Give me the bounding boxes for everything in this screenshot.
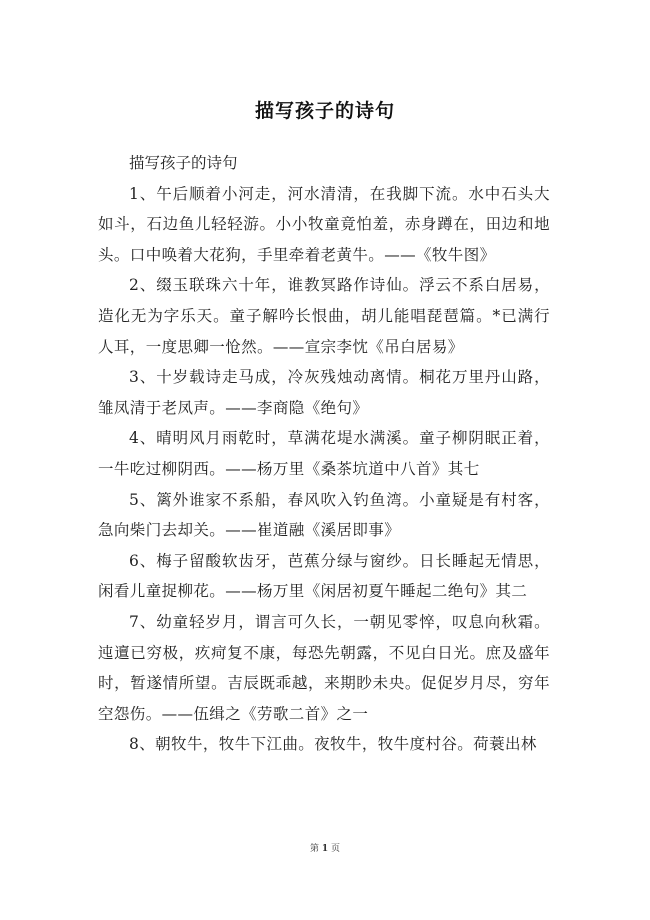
poem-paragraph-1: 1、午后顺着小河走，河水清清，在我脚下流。水中石头大如斗，石边鱼儿轻轻游。小小牧童竟怕羞，赤身蹲在，田边和地头。口中唤着大花狗，手里牵着老黄牛。——《牧牛图》 bbox=[98, 184, 550, 264]
poem-paragraph-3: 3、十岁载诗走马成，冷灰残烛动离情。桐花万里丹山路，雏凤清于老凤声。——李商隐《绝句》 bbox=[98, 368, 550, 417]
document-body bbox=[98, 148, 550, 760]
document-subtitle: 描写孩子的诗句 bbox=[129, 154, 238, 172]
page-footer bbox=[0, 841, 650, 854]
document-title: 描写孩子的诗句 bbox=[254, 100, 395, 122]
poem-paragraph-6: 6、梅子留酸软齿牙，芭蕉分绿与窗纱。日长睡起无情思，闲看儿童捉柳花。——杨万里《闲居初夏午睡起二绝句》其二 bbox=[98, 551, 550, 601]
page-number: 1 bbox=[321, 844, 329, 854]
poem-paragraph-8: 8、朝牧牛，牧牛下江曲。夜牧牛，牧牛度村谷。荷蓑出林 bbox=[129, 735, 537, 754]
poem-paragraph-4: 4、晴明风月雨乾时，草满花堤水满溪。童子柳阴眠正着，一牛吃过柳阴西。——杨万里《桑茶坑道中八首》其七 bbox=[98, 429, 550, 478]
poem-paragraph-5: 5、篱外谁家不系船，春风吹入钓鱼湾。小童疑是有村客，急向柴门去却关。——崔道融《溪居即事》 bbox=[98, 490, 550, 540]
poem-paragraph-2: 2、缀玉联珠六十年，谁教冥路作诗仙。浮云不系白居易，造化无为字乐天。童子解吟长恨曲，胡儿能唱琵琶篇。*已满行人耳，一度思卿一怆然。——宣宗李忱《吊白居易》 bbox=[98, 276, 550, 356]
poem-paragraph-7: 7、幼童轻岁月，谓言可久长，一朝见零悴，叹息向秋霜。迍邅已穷极，疚疴复不康，每恐先朝露，不见白日光。庶及盛年时，暂遂情所望。吉辰既乖越，来期眇未央。促促岁月尽，穷年空怨伤。——伍缉之《劳歌二首》之一 bbox=[98, 612, 550, 723]
footer-suffix: 页 bbox=[331, 844, 341, 854]
footer-prefix: 第 bbox=[309, 844, 319, 854]
